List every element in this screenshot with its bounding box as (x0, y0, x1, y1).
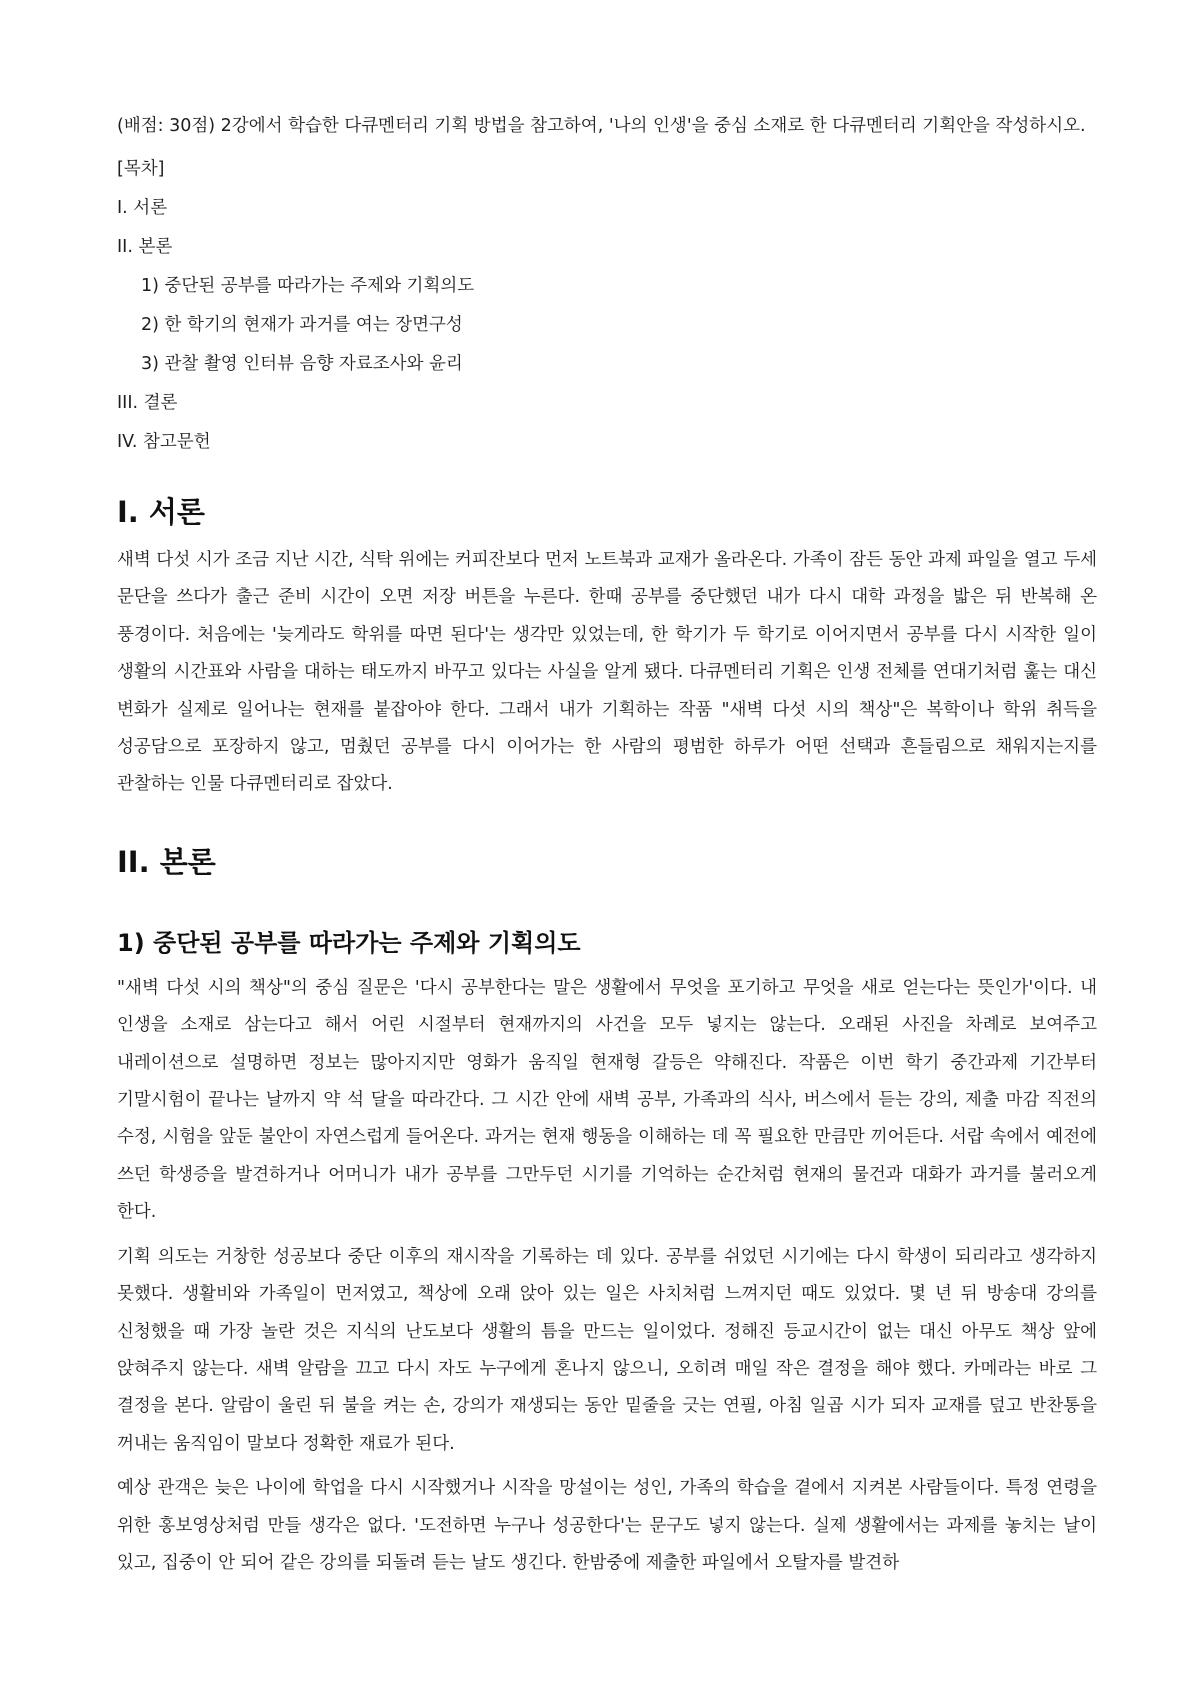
table-of-contents (117, 150, 1097, 462)
section-heading-intro: I. 서론 (117, 495, 205, 529)
assignment-prompt: (배점: 30점) 2강에서 학습한 다큐멘터리 기획 방법을 참고하여, '나의 인생'을 중심 소재로 한 다큐멘터리 기획안을 작성하시오. (117, 116, 1086, 136)
document-page (117, 106, 1097, 1589)
toc-item: IV. 참고문헌 (117, 432, 211, 452)
body-paragraph: 기획 의도는 거창한 성공보다 중단 이후의 재시작을 기록하는 데 있다. 공부를 쉬었던 시기에는 다시 학생이 되리라고 생각하지 못했다. 생활비와 가족일이 먼저였고, 책상에 오래 앉아 있는 일은 사치처럼 느껴지던 때도 있었다. 몇 년 뒤 방송대 강의를 신청했을 때 가장 놀란 것은 지식의 난도보다 생활의 틈을 만드는 일이었다. 정해진 등교시간이 없는 대신 아무도 책상 앞에 앉혀주지 않는다. 새벽 알람을 끄고 다시 자도 누구에게 혼나지 않으니, 오히려 매일 작은 결정을 해야 했다. 카메라는 바로 그 결정을 본다. 알람이 울린 뒤 불을 켜는 손, 강의가 재생되는 동안 밑줄을 긋는 연필, 아침 일곱 시가 되자 교재를 덮고 반찬통을 꺼내는 움직임이 말보다 정확한 재료가 된다. (117, 1246, 1097, 1454)
intro-paragraph: 새벽 다섯 시가 조금 지난 시간, 식탁 위에는 커피잔보다 먼저 노트북과 교재가 올라온다. 가족이 잠든 동안 과제 파일을 열고 두세 문단을 쓰다가 출근 준비 시간이 오면 저장 버튼을 누른다. 한때 공부를 중단했던 내가 다시 대학 과정을 밟은 뒤 반복해 온 풍경이다. 처음에는 '늦게라도 학위를 따면 된다'는 생각만 있었는데, 한 학기가 두 학기로 이어지면서 공부를 다시 시작한 일이 생활의 시간표와 사람을 대하는 태도까지 바꾸고 있다는 사실을 알게 됐다. 다큐멘터리 기획은 인생 전체를 연대기처럼 훑는 대신 변화가 실제로 일어나는 현재를 붙잡아야 한다. 그래서 내가 기획하는 작품 "새벽 다섯 시의 책상"은 복학이나 학위 취득을 성공담으로 포장하지 않고, 멈췄던 공부를 다시 이어가는 한 사람의 평범한 하루가 어떤 선택과 흔들림으로 채워지는지를 관찰하는 인물 다큐멘터리로 잡았다. (117, 550, 1097, 795)
toc-subitem: 2) 한 학기의 현재가 과거를 여는 장면구성 (141, 315, 463, 335)
toc-subitem: 3) 관찰 촬영 인터뷰 음향 자료조사와 윤리 (141, 354, 463, 374)
toc-item: I. 서론 (117, 198, 168, 218)
section-heading-body: II. 본론 (117, 844, 216, 879)
toc-item: II. 본론 (117, 237, 173, 257)
body-paragraph: 예상 관객은 늦은 나이에 학업을 다시 시작했거나 시작을 망설이는 성인, 가족의 학습을 곁에서 지켜본 사람들이다. 특정 연령을 위한 홍보영상처럼 만들 생각은 없다. '도전하면 누구나 성공한다'는 문구도 넣지 않는다. 실제 생활에서는 과제를 놓치는 날이 있고, 집중이 안 되어 같은 강의를 되돌려 듣는 날도 생긴다. 한밤중에 제출한 파일에서 오탈자를 발견하 (117, 1478, 1097, 1573)
toc-item: III. 결론 (117, 393, 178, 413)
toc-label: [목차] (117, 159, 165, 179)
body-paragraph: "새벽 다섯 시의 책상"의 중심 질문은 '다시 공부한다는 말은 생활에서 무엇을 포기하고 무엇을 새로 얻는다는 뜻인가'이다. 내 인생을 소재로 삼는다고 해서 어린 시절부터 현재까지의 사건을 모두 넣지는 않는다. 오래된 사진을 차례로 보여주고 내레이션으로 설명하면 정보는 많아지지만 영화가 움직일 현재형 갈등은 약해진다. 작품은 이번 학기 중간과제 기간부터 기말시험이 끝나는 날까지 약 석 달을 따라간다. 그 시간 안에 새벽 공부, 가족과의 식사, 버스에서 듣는 강의, 제출 마감 직전의 수정, 시험을 앞둔 불안이 자연스럽게 들어온다. 과거는 현재 행동을 이해하는 데 꼭 필요한 만큼만 끼어든다. 서랍 속에서 예전에 쓰던 학생증을 발견하거나 어머니가 내가 공부를 그만두던 시기를 기억하는 순간처럼 현재의 물건과 대화가 과거를 불러오게 한다. (117, 977, 1097, 1223)
toc-subitem: 1) 중단된 공부를 따라가는 주제와 기획의도 (141, 276, 475, 296)
subsection-heading-theme: 1) 중단된 공부를 따라가는 주제와 기획의도 (117, 928, 581, 957)
